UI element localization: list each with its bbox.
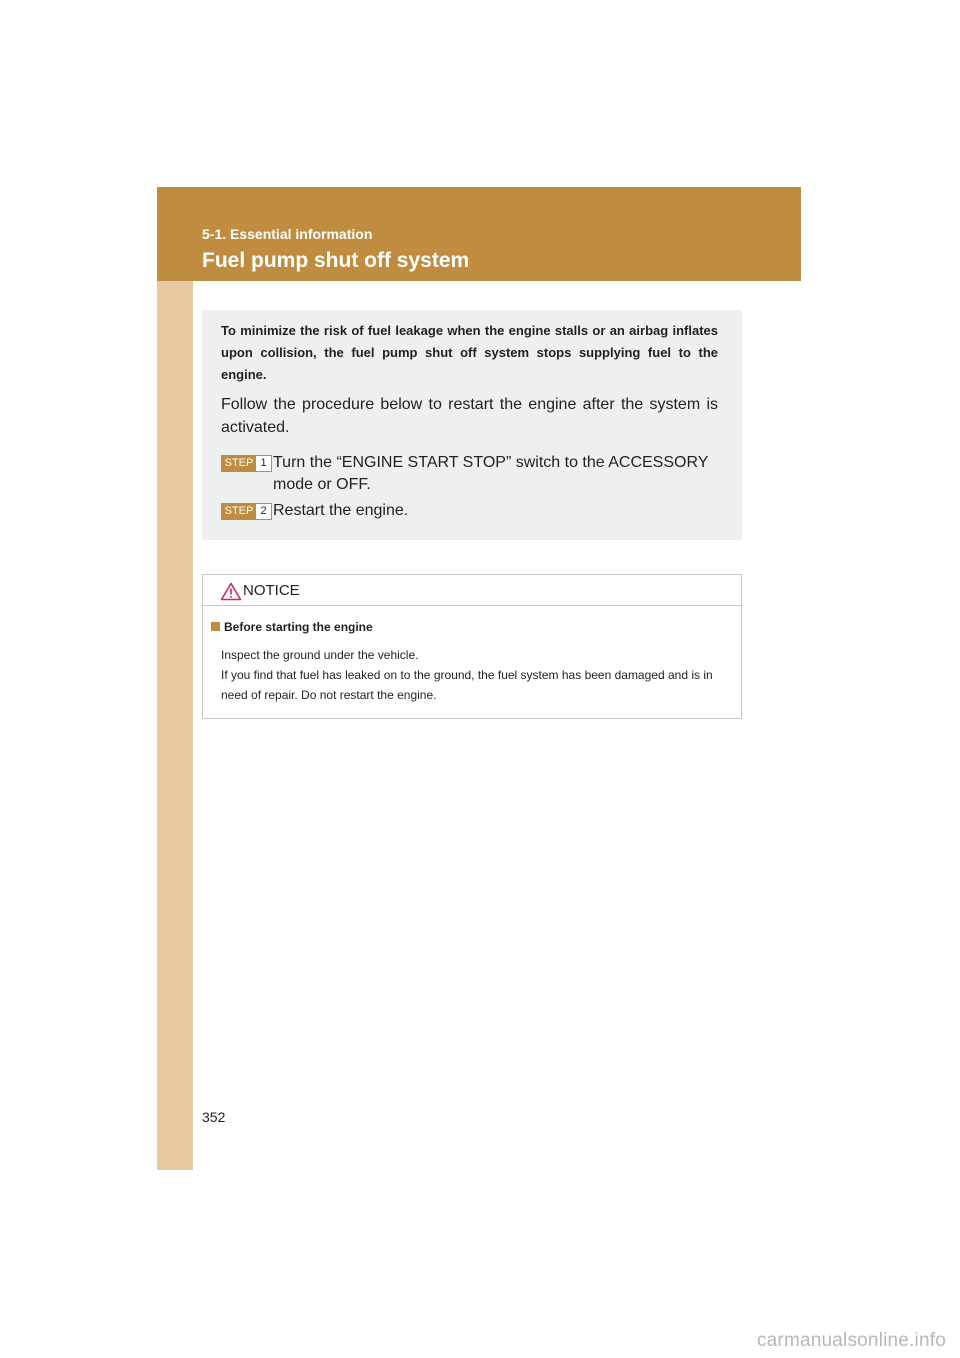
step-label: STEP (222, 504, 256, 519)
page-title: Fuel pump shut off system (202, 249, 470, 272)
step-number: 2 (260, 505, 267, 517)
notice-subheading-text: Before starting the engine (224, 620, 373, 634)
notice-subheading (211, 620, 373, 634)
watermark: carmanualsonline.info (756, 1330, 946, 1351)
step-badge (221, 503, 272, 520)
notice-header (203, 575, 741, 606)
notice-box (202, 574, 742, 719)
step-badge (221, 455, 272, 472)
page-number: 352 (202, 1109, 226, 1125)
step-number: 1 (260, 457, 267, 469)
warning-triangle-icon (220, 582, 242, 601)
notice-line: If you find that fuel has leaked on to the ground, the fuel system has been damaged and is in need of repair. Do not restart the engine. (221, 668, 713, 702)
page-sidebar (157, 187, 193, 1170)
procedure-intro: Follow the procedure below to restart the engine after the system is activated. (221, 396, 718, 436)
notice-line: Inspect the ground under the vehicle. (221, 648, 419, 662)
step-label: STEP (222, 456, 256, 471)
intro-panel (202, 310, 742, 540)
intro-paragraph: To minimize the risk of fuel leakage when the engine stalls or an airbag inflates upon collision, the fuel pump shut off system stops supplying fuel to the engine. (221, 323, 718, 382)
square-bullet-icon (211, 622, 220, 631)
step-text: Turn the “ENGINE START STOP” switch to the ACCESSORY mode or OFF. (273, 454, 709, 493)
step-text: Restart the engine. (273, 502, 409, 519)
notice-body (221, 645, 739, 705)
notice-title: NOTICE (243, 582, 300, 599)
section-label: 5-1. Essential information (202, 226, 373, 242)
